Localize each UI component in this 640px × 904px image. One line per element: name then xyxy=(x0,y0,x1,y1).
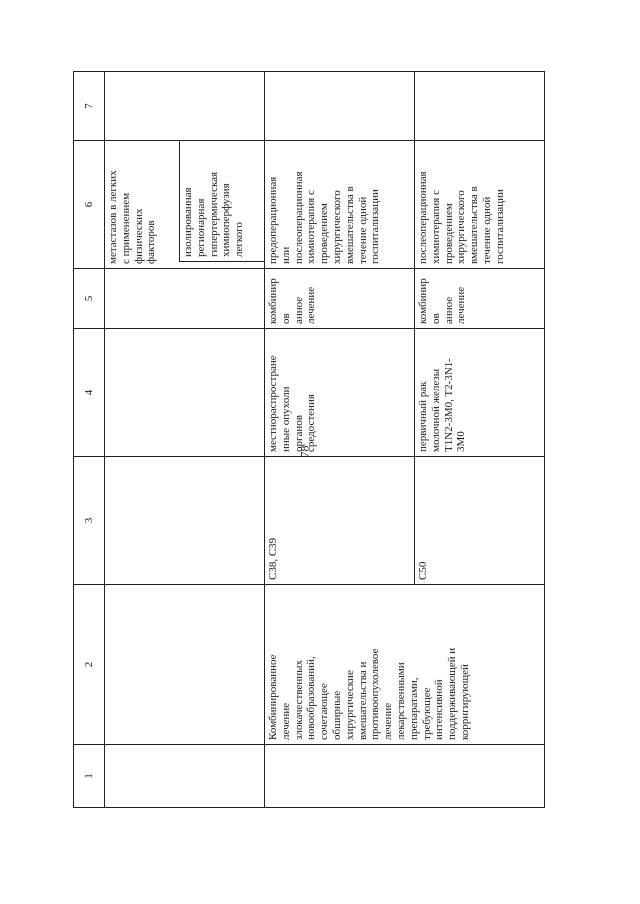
table-cell xyxy=(265,457,415,585)
diagnosis-text: первичный рак молочной железы T1N2-3M0, T2-3N1- 3M0 xyxy=(417,358,468,452)
method-text: изолированная регионарная гипертермическая химиоперфузия легкого xyxy=(182,171,246,257)
rotated-table-container xyxy=(73,72,545,808)
col-header-1: 1 xyxy=(74,745,105,808)
table-cell xyxy=(265,745,545,808)
col-header-4: 4 xyxy=(74,329,105,457)
table-row xyxy=(265,72,415,808)
method-text: метастазов в легких с применением физических факторов xyxy=(107,170,158,264)
page-number: 78 xyxy=(297,445,312,458)
icd-code-text: C50 xyxy=(417,561,429,580)
table-cell-split xyxy=(105,141,265,269)
table-cell xyxy=(265,141,415,269)
table-row xyxy=(105,72,265,808)
treatment-type-text: Комбинированное лечение злокачественных новообразований, сочетающее обширные хирургические вмешательства и противоопухолевое лечение лекарственными препаратами, требующее интенсивной поддерживающей и корригирующей xyxy=(267,647,471,740)
treatment-kind-text: комбиниров анное лечение xyxy=(417,278,468,324)
col-header-6: 6 xyxy=(74,141,105,269)
table-cell xyxy=(265,329,415,457)
method-text: предоперационная или послеоперационная химиотерапия с проведением хирургического вмешательства в течение одной госпитализации xyxy=(267,171,382,264)
col-header-7: 7 xyxy=(74,72,105,141)
table-cell xyxy=(105,72,265,141)
table-cell xyxy=(105,329,265,457)
col-header-5: 5 xyxy=(74,269,105,329)
table-cell xyxy=(265,585,545,745)
header-row xyxy=(74,72,105,808)
table-cell xyxy=(415,72,545,141)
table-cell xyxy=(415,269,545,329)
table-cell xyxy=(105,745,265,808)
treatment-kind-text: комбиниров анное лечение xyxy=(267,278,318,324)
table-cell xyxy=(265,72,415,141)
table-cell xyxy=(265,269,415,329)
diagnosis-text: местнораспростране нные опухоли органов средостения xyxy=(267,355,318,452)
table-cell xyxy=(415,329,545,457)
table-cell xyxy=(105,457,265,585)
table-cell xyxy=(105,585,265,745)
icd-code-text: C38, C39 xyxy=(267,537,279,580)
method-text: послеоперационная химиотерапия с проведением хирургического вмешательства в течение одной госпитализации xyxy=(417,171,506,264)
table-cell xyxy=(415,141,545,269)
treatment-table xyxy=(73,71,545,808)
table-cell xyxy=(415,457,545,585)
col-header-2: 2 xyxy=(74,585,105,745)
table-cell xyxy=(105,269,265,329)
col-header-3: 3 xyxy=(74,457,105,585)
